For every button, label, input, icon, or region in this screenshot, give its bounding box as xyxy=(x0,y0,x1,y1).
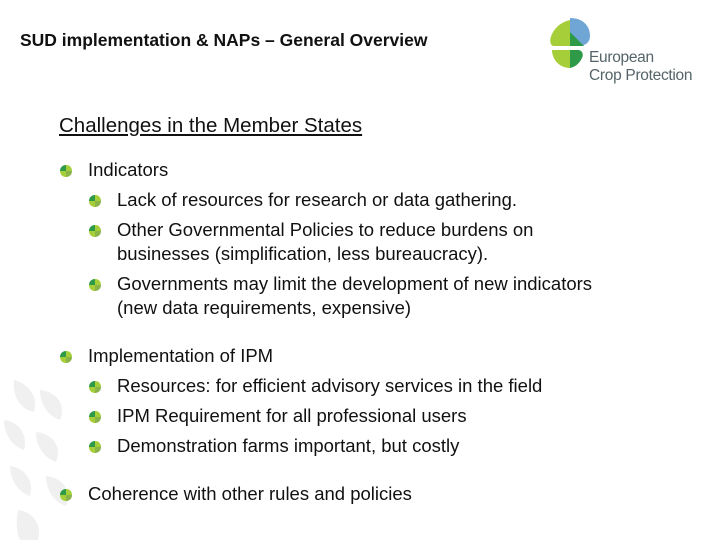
sub-bullet-text: Resources: for efficient advisory services in the field xyxy=(117,375,543,396)
sub-bullet-text-cont: businesses (simplification, less bureaucracy). xyxy=(117,243,489,264)
header-title: SUD implementation & NAPs – General Overview xyxy=(20,30,428,50)
bullet-indicators: Indicators xyxy=(88,159,169,180)
logo-text-line2: Crop Protection xyxy=(589,67,693,84)
bullet-implementation-ipm: Implementation of IPM xyxy=(88,345,274,366)
leaf-bullet-icon xyxy=(59,164,73,178)
sub-bullet-text: Other Governmental Policies to reduce burdens on xyxy=(117,219,534,240)
logo-text-line1: European xyxy=(589,49,654,66)
bullet-coherence: Coherence with other rules and policies xyxy=(88,483,412,504)
sub-bullet-text-cont: (new data requirements, expensive) xyxy=(117,297,412,318)
sub-bullet-text: Lack of resources for research or data gathering. xyxy=(117,189,518,210)
leaf-bullet-icon xyxy=(88,224,102,238)
sub-bullet-text: Governments may limit the development of new indicators xyxy=(117,273,593,294)
leaf-bullet-icon xyxy=(88,440,102,454)
sub-bullet-text: Demonstration farms important, but costly xyxy=(117,435,460,456)
leaf-bullet-icon xyxy=(88,194,102,208)
sub-bullet-text: IPM Requirement for all professional users xyxy=(117,405,467,426)
section-heading: Challenges in the Member States xyxy=(59,114,363,137)
leaf-bullet-icon xyxy=(88,278,102,292)
leaf-bullet-icon xyxy=(88,380,102,394)
leaf-bullet-icon xyxy=(59,488,73,502)
leaf-bullet-icon xyxy=(59,350,73,364)
leaf-bullet-icon xyxy=(88,410,102,424)
